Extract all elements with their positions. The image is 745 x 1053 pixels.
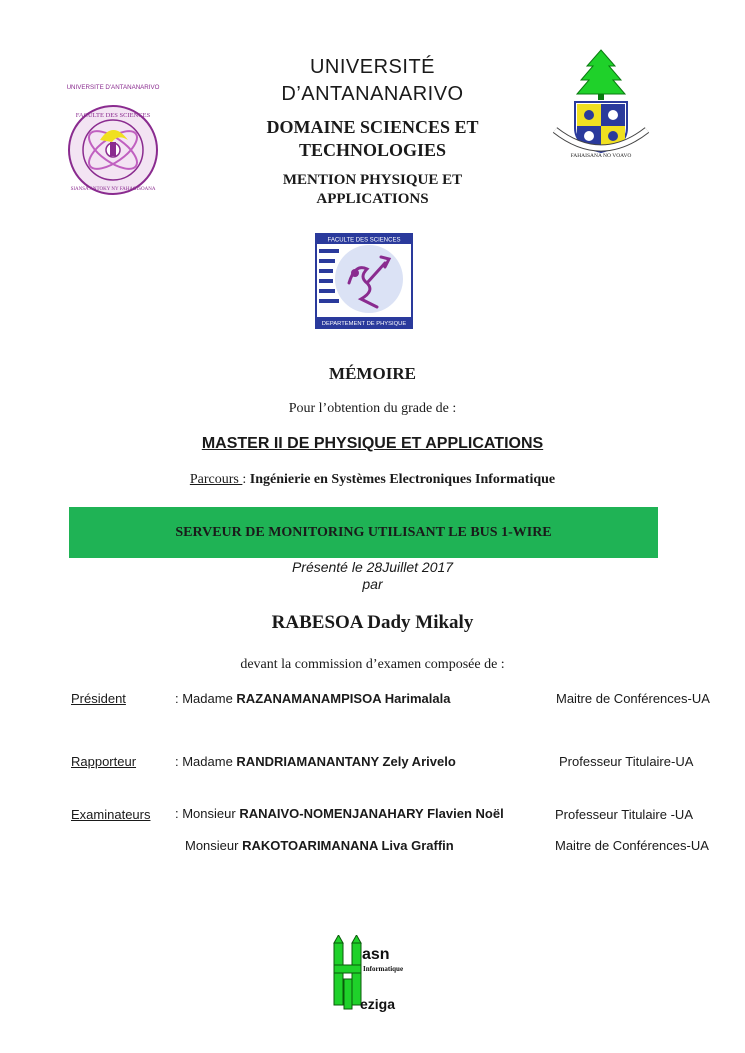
track-value: Ingénierie en Systèmes Electroniques Informatique [249,472,556,487]
member-prefix: : Monsieur [175,806,240,821]
member-name: RANDRIAMANANTANY Zely Arivelo [236,754,456,769]
crest-motto: FAHAISANA NO VOAVO [570,153,632,159]
department-logo-top-text: FACULTE DES SCIENCES [327,237,401,244]
hasn-subtitle: Informatique [363,965,404,973]
committee-role-president: Président [71,691,126,706]
committee-title-president: Maitre de Conférences-UA [556,691,710,706]
purpose-line: Pour l’obtention du grade de : [288,401,457,416]
degree-title: MASTER II DE PHYSIQUE ET APPLICATIONS [201,435,544,452]
thesis-title-banner [69,507,658,558]
mention-line2: APPLICATIONS [316,191,429,207]
committee-intro: devant la commission d’examen composée de : [240,657,505,672]
member-name: RAZANAMANAMPISOA Harimalala [236,691,451,706]
hasn-word: asn [362,946,390,963]
committee-member-president [175,691,450,706]
committee-member-examinateur-1 [175,806,504,821]
track-separator: : [242,472,250,487]
committee-role-examinateurs: Examinateurs [71,807,151,822]
track-line [0,472,745,488]
domain-line2: TECHNOLOGIES [298,140,447,160]
member-name: RAKOTOARIMANANA Liva Graffin [242,838,454,853]
committee-member-examinateur-2 [185,838,454,853]
member-prefix: Monsieur [185,838,243,853]
committee-role-rapporteur: Rapporteur [71,754,137,769]
domain-line1: DOMAINE SCIENCES ET [266,117,479,137]
by-line: par [362,576,383,592]
hasn-heziga-logo [330,935,414,1015]
faculty-logo-ring-text: FACULTE DES SCIENCES [75,112,151,119]
presented-line: Présenté le 28Juillet 2017 [291,559,454,575]
heziga-word: eziga [360,996,396,1012]
committee-title-rapporteur: Professeur Titulaire-UA [559,754,694,769]
department-logo [315,233,413,329]
committee-title-examinateur-2: Maitre de Conférences-UA [555,838,709,853]
thesis-title: SERVEUR DE MONITORING UTILISANT LE BUS 1-WIRE [175,524,552,540]
member-name: RANAIVO-NOMENJANAHARY Flavien Noël [239,806,504,821]
committee-member-rapporteur [175,754,456,769]
member-prefix: : Madame [175,754,237,769]
mention-line1: MENTION PHYSIQUE ET [282,172,463,188]
track-label: Parcours [189,472,243,487]
faculty-logo-top-text: UNIVERSITE D'ANTANANARIVO [66,84,160,91]
member-prefix: : Madame [175,691,237,706]
university-name-line2: D’ANTANANARIVO [281,83,464,105]
university-name-line1: UNIVERSITÉ [309,56,436,78]
faculty-logo-bottom-text: SIANSA ANTOKY NY FAHAGISOANA [70,187,156,192]
author-name: RABESOA Dady Mikaly [271,612,474,633]
committee-title-examinateur-1: Professeur Titulaire -UA [555,807,693,822]
document-type: MÉMOIRE [329,364,416,383]
department-logo-bottom-text: DEPARTEMENT DE PHYSIQUE [321,321,407,327]
